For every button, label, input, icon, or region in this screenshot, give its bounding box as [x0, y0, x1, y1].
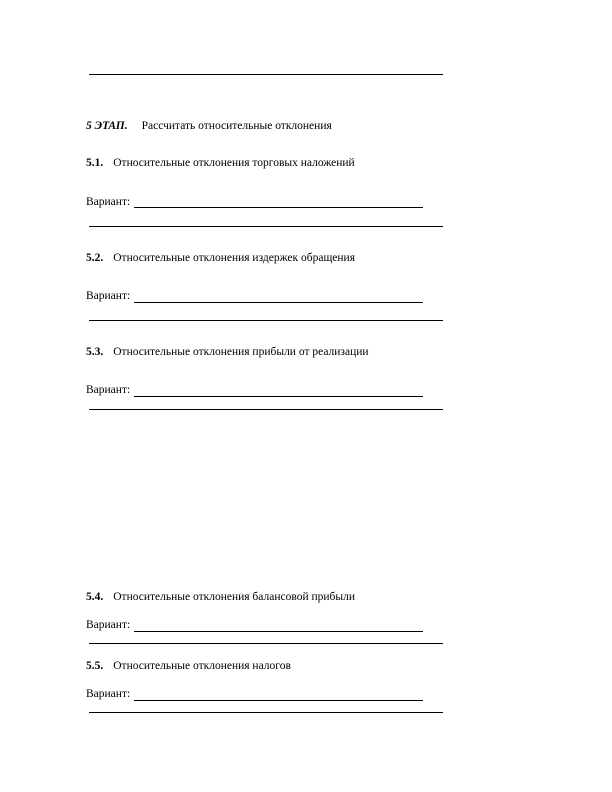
variant-label: Вариант: [86, 619, 131, 631]
variant-label: Вариант: [86, 688, 131, 700]
section-number: 5.1. [86, 157, 104, 169]
stage-heading [86, 120, 332, 132]
section-heading-5-5 [86, 660, 291, 672]
section-number: 5.5. [86, 660, 104, 672]
variant-label: Вариант: [86, 196, 131, 208]
variant-answer-line[interactable] [134, 207, 423, 208]
variant-label: Вариант: [86, 290, 131, 302]
answer-line[interactable] [89, 320, 443, 321]
section-number: 5.2. [86, 252, 104, 264]
section-number: 5.3. [86, 346, 104, 358]
stage-title: 5 ЭТАП. [86, 120, 128, 132]
section-heading-5-2 [86, 252, 355, 264]
section-heading-5-4 [86, 591, 355, 603]
answer-line[interactable] [89, 712, 443, 713]
variant-answer-line[interactable] [134, 700, 423, 701]
answer-line[interactable] [89, 226, 443, 227]
variant-answer-line[interactable] [134, 396, 423, 397]
section-title: Относительные отклонения издержек обращения [113, 252, 356, 264]
stage-description: Рассчитать относительные отклонения [141, 120, 332, 132]
section-title: Относительные отклонения торговых наложений [113, 157, 355, 169]
section-title: Относительные отклонения прибыли от реализации [113, 346, 369, 358]
section-heading-5-3 [86, 346, 369, 358]
variant-answer-line[interactable] [134, 302, 423, 303]
variant-label: Вариант: [86, 384, 131, 396]
top-answer-line [89, 74, 443, 75]
section-title: Относительные отклонения балансовой прибыли [113, 591, 356, 603]
answer-line[interactable] [89, 409, 443, 410]
section-heading-5-1 [86, 157, 355, 169]
section-title: Относительные отклонения налогов [113, 660, 291, 672]
section-number: 5.4. [86, 591, 104, 603]
variant-answer-line[interactable] [134, 631, 423, 632]
answer-line[interactable] [89, 643, 443, 644]
